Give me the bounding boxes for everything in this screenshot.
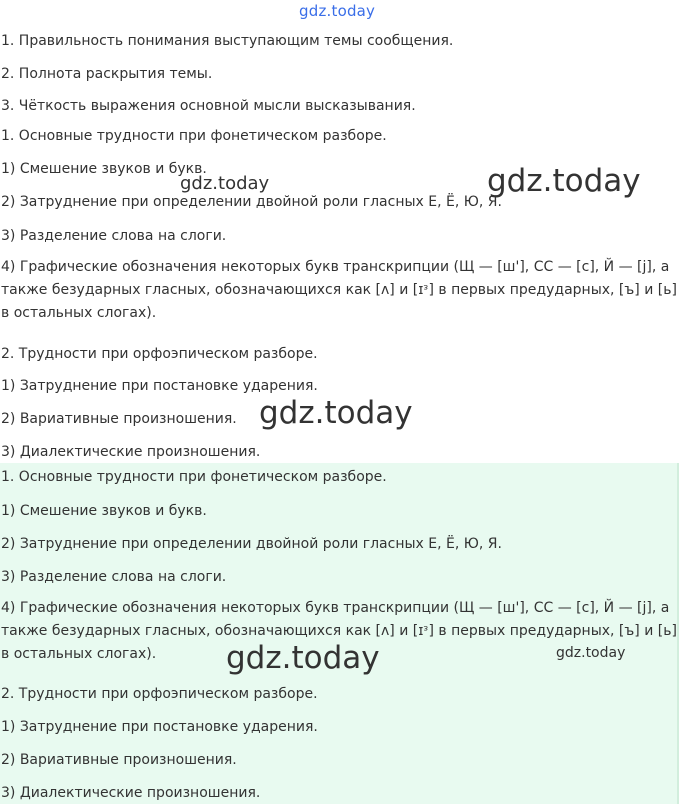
orthoepic-item-2: 2) Вариативные произношения. [1, 411, 237, 427]
watermark: gdz.today [259, 395, 413, 431]
criterion-3: 3. Чёткость выражения основной мысли высказывания. [1, 98, 416, 114]
phonetic-item-2: 2) Затруднение при определении двойной роли гласных Е, Ё, Ю, Я. [1, 194, 502, 210]
phonetic-item-3: 3) Разделение слова на слоги. [1, 228, 227, 244]
site-logo[interactable]: gdz.today [299, 2, 376, 20]
phonetic-item-4: 4) Графические обозначения некоторых букв транскрипции (Щ — [ш'], СС — [с], Й — [j], а также безударных гласных, обозначающихся как [ʌ] и [ɪᵌ] в первых предударных, [ъ] и [ь] в остальных слогах). [1, 259, 677, 321]
answer-orthoepic-item-2: 2) Вариативные произношения. [1, 752, 237, 768]
criterion-1: 1. Правильность понимания выступающим темы сообщения. [1, 33, 454, 49]
watermark: gdz.today [487, 163, 641, 199]
answer-phonetic-item-3: 3) Разделение слова на слоги. [1, 569, 227, 585]
answer-orthoepic-item-1: 1) Затруднение при постановке ударения. [1, 719, 318, 735]
answer-phonetic-item-2: 2) Затруднение при определении двойной роли гласных Е, Ё, Ю, Я. [1, 536, 502, 552]
answer-orthoepic-item-3: 3) Диалектические произношения. [1, 785, 261, 801]
watermark: gdz.today [180, 173, 270, 194]
phonetic-item-1: 1) Смешение звуков и букв. [1, 161, 207, 177]
phonetic-heading: 1. Основные трудности при фонетическом разборе. [1, 128, 387, 144]
watermark: gdz.today [226, 640, 380, 676]
orthoepic-item-1: 1) Затруднение при постановке ударения. [1, 378, 318, 394]
answer-phonetic-item-4: 4) Графические обозначения некоторых букв транскрипции (Щ — [ш'], СС — [с], Й — [j], а также безударных гласных, обозначающихся как [ʌ] и [ɪᵌ] в первых предударных, [ъ] и [ь] в остальных слогах). [1, 600, 677, 662]
answer-phonetic-item-1: 1) Смешение звуков и букв. [1, 503, 207, 519]
answer-phonetic-heading: 1. Основные трудности при фонетическом разборе. [1, 469, 387, 485]
orthoepic-heading: 2. Трудности при орфоэпическом разборе. [1, 346, 318, 362]
criterion-2: 2. Полнота раскрытия темы. [1, 66, 213, 82]
answer-orthoepic-heading: 2. Трудности при орфоэпическом разборе. [1, 686, 318, 702]
orthoepic-item-3: 3) Диалектические произношения. [1, 444, 261, 460]
watermark: gdz.today [556, 645, 626, 661]
